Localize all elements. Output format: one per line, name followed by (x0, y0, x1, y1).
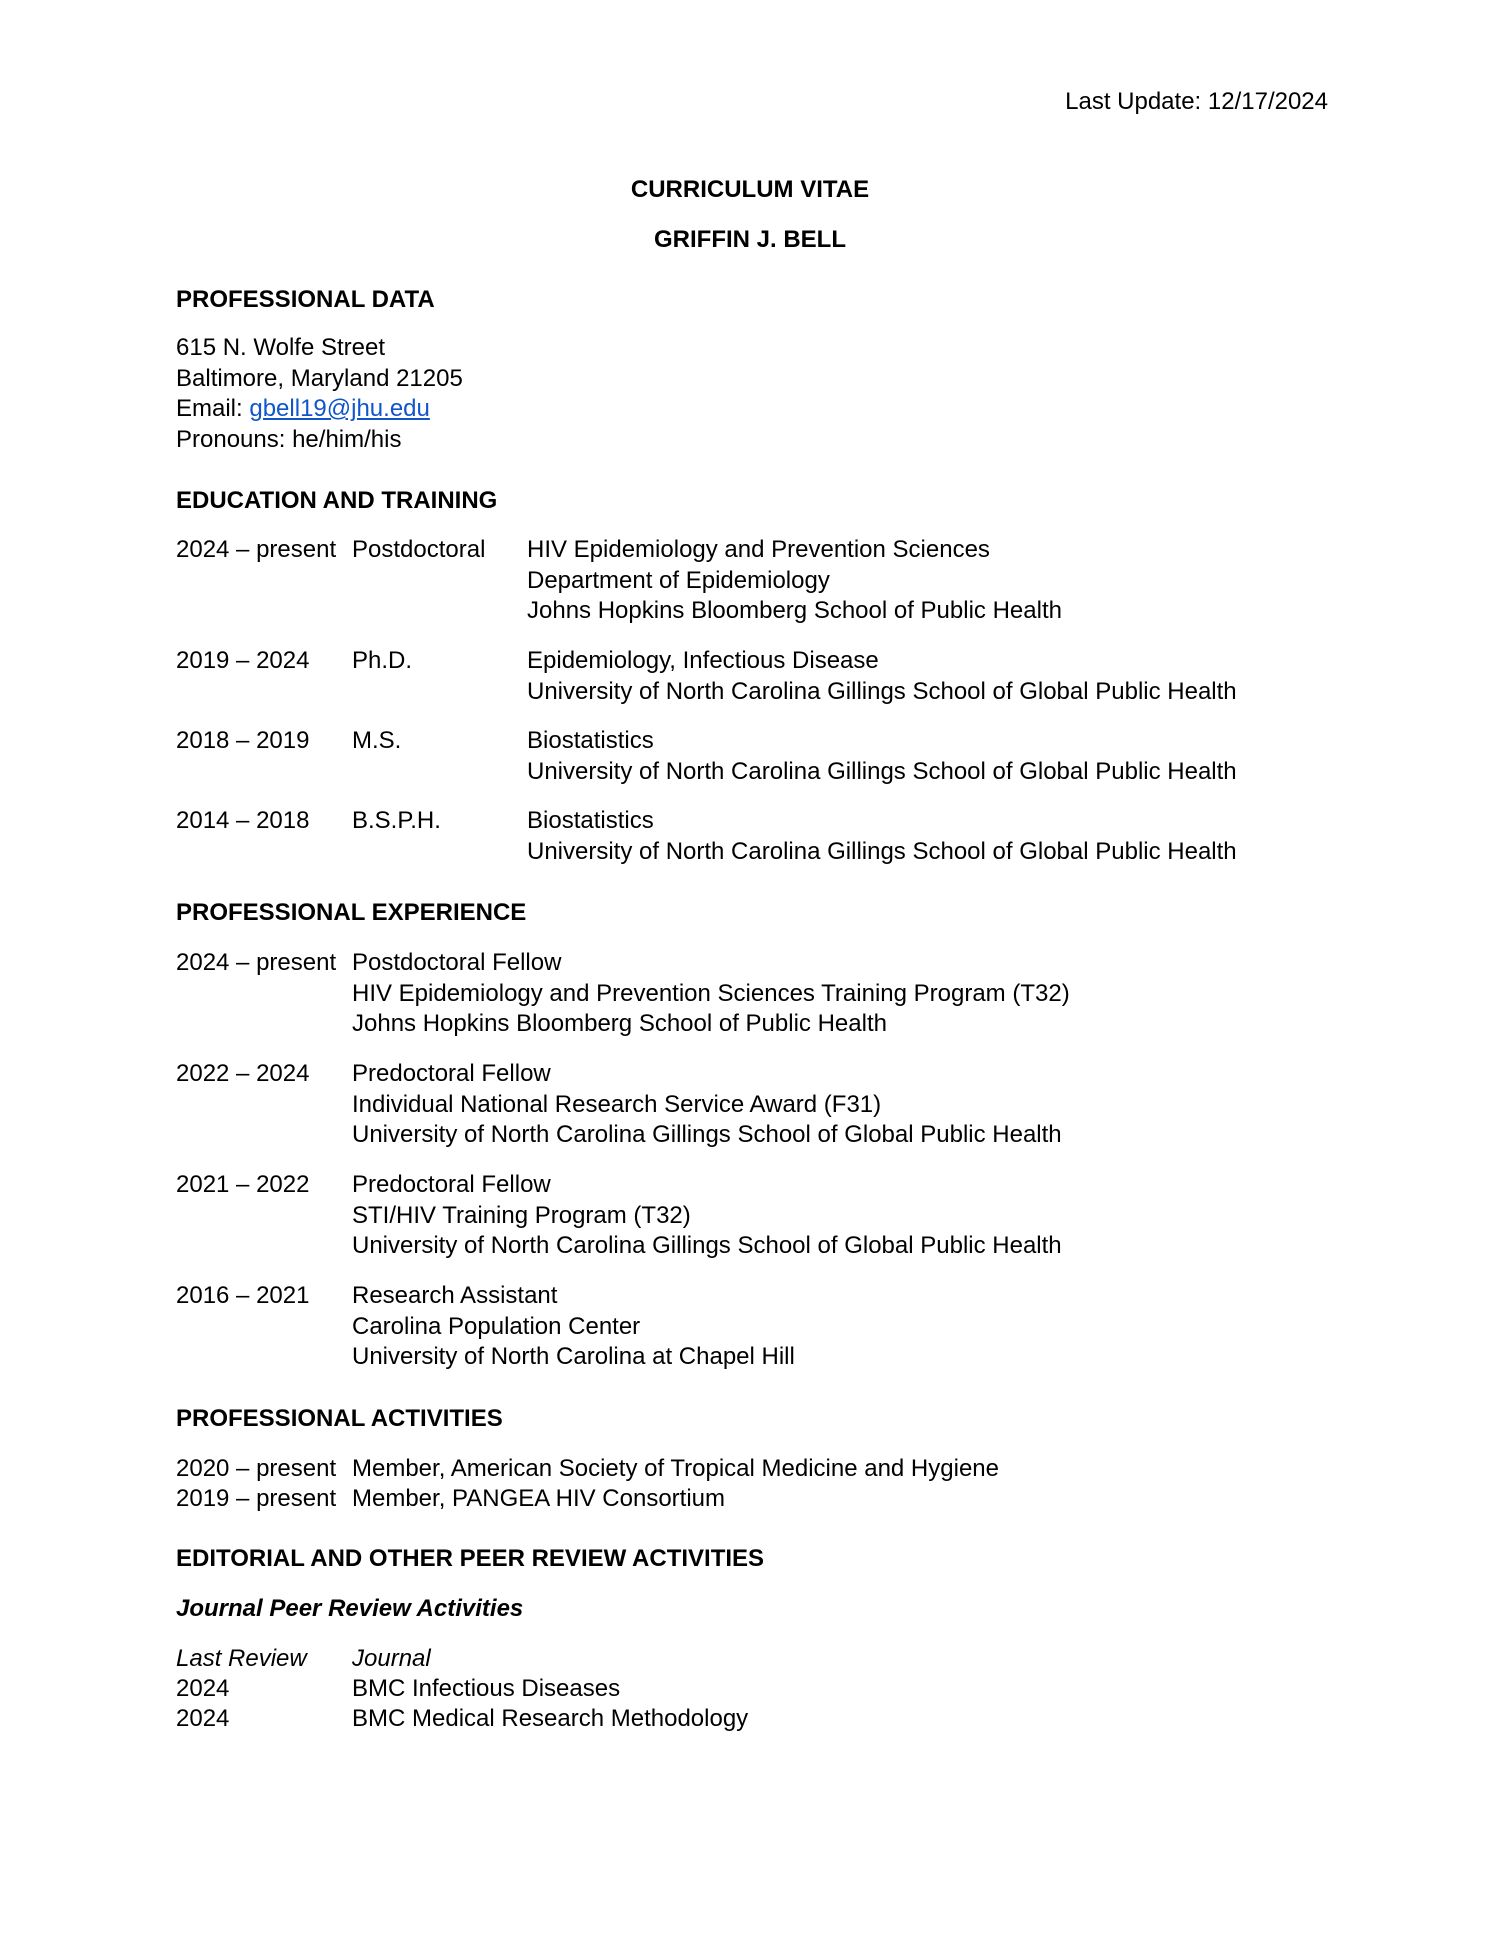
email-label: Email: (176, 395, 250, 422)
experience-heading: PROFESSIONAL EXPERIENCE (176, 899, 527, 926)
education-detail-line: Epidemiology, Infectious Disease (527, 647, 879, 674)
education-degree: Ph.D. (352, 647, 413, 674)
education-details (527, 646, 1237, 707)
education-detail-line: Biostatistics (527, 727, 654, 754)
experience-detail-line: Individual National Research Service Award (F31) (352, 1090, 882, 1118)
experience-detail-line: Predoctoral Fellow (352, 1060, 551, 1087)
last-update: Last Update: 12/17/2024 (1065, 88, 1328, 115)
experience-detail-line: University of North Carolina at Chapel Hill (352, 1343, 795, 1370)
email-line (176, 394, 1336, 425)
email-link[interactable]: gbell19@jhu.edu (249, 395, 430, 422)
activity-description: Member, American Society of Tropical Medicine and Hygiene (352, 1455, 999, 1482)
education-detail-line: Johns Hopkins Bloomberg School of Public Health (527, 597, 1062, 624)
education-detail-line: University of North Carolina Gillings School of Global Public Health (527, 837, 1237, 865)
experience-detail-line: University of North Carolina Gillings School of Global Public Health (352, 1232, 1062, 1259)
education-detail-line: Department of Epidemiology (527, 566, 830, 594)
experience-details (352, 948, 1070, 1040)
experience-details (352, 1170, 1062, 1262)
education-dates: 2014 – 2018 (176, 807, 310, 834)
pronouns-line: Pronouns: he/him/his (176, 425, 402, 453)
activity-description: Member, PANGEA HIV Consortium (352, 1485, 726, 1512)
journal-header-text: Journal (352, 1645, 431, 1672)
experience-detail-line: University of North Carolina Gillings School of Global Public Health (352, 1121, 1062, 1148)
review-journal (352, 1704, 748, 1735)
experience-dates: 2022 – 2024 (176, 1060, 310, 1087)
education-degree: B.S.P.H. (352, 807, 441, 834)
education-details (527, 806, 1237, 867)
experience-detail-line: Research Assistant (352, 1282, 558, 1309)
activity-dates: 2019 – present (176, 1485, 337, 1512)
review-year: 2024 (176, 1675, 230, 1702)
address-line-2: Baltimore, Maryland 21205 (176, 364, 463, 392)
professional-data-heading: PROFESSIONAL DATA (176, 286, 435, 313)
review-journal (352, 1674, 620, 1705)
activities-heading: PROFESSIONAL ACTIVITIES (176, 1405, 503, 1432)
journal-column-header (352, 1644, 431, 1675)
education-details (527, 535, 1062, 627)
education-detail-line: HIV Epidemiology and Prevention Sciences (527, 536, 990, 563)
experience-detail-line: STI/HIV Training Program (T32) (352, 1201, 691, 1229)
last-review-column-header: Last Review (176, 1645, 307, 1672)
education-dates: 2019 – 2024 (176, 647, 310, 674)
experience-detail-line: Johns Hopkins Bloomberg School of Public Health (352, 1010, 887, 1037)
contact-block (176, 333, 1336, 455)
experience-detail-line: HIV Epidemiology and Prevention Sciences Training Program (T32) (352, 979, 1070, 1007)
education-details (527, 726, 1237, 787)
experience-detail-line: Carolina Population Center (352, 1312, 641, 1340)
peer-review-subheading: Journal Peer Review Activities (176, 1595, 524, 1622)
journal-name: BMC Infectious Diseases (352, 1675, 621, 1702)
document-title: CURRICULUM VITAE (630, 176, 870, 203)
review-year: 2024 (176, 1705, 230, 1732)
experience-dates: 2021 – 2022 (176, 1171, 310, 1198)
address-line-1: 615 N. Wolfe Street (176, 334, 385, 361)
activity-dates: 2020 – present (176, 1455, 337, 1482)
experience-details (352, 1059, 1062, 1151)
activity-text (352, 1484, 725, 1515)
experience-detail-line: Predoctoral Fellow (352, 1171, 551, 1198)
education-detail-line: Biostatistics (527, 807, 654, 834)
journal-name: BMC Medical Research Methodology (352, 1705, 749, 1732)
experience-dates: 2016 – 2021 (176, 1282, 310, 1309)
activity-text (352, 1454, 999, 1485)
education-degree: M.S. (352, 727, 402, 754)
education-heading: EDUCATION AND TRAINING (176, 487, 498, 514)
experience-dates: 2024 – present (176, 949, 337, 976)
education-dates: 2024 – present (176, 536, 337, 563)
education-detail-line: University of North Carolina Gillings School of Global Public Health (527, 757, 1237, 785)
person-name: GRIFFIN J. BELL (654, 226, 846, 253)
peer-review-heading: EDITORIAL AND OTHER PEER REVIEW ACTIVITIES (176, 1545, 765, 1572)
education-dates: 2018 – 2019 (176, 727, 310, 754)
education-degree: Postdoctoral (352, 536, 486, 563)
experience-detail-line: Postdoctoral Fellow (352, 949, 562, 976)
education-detail-line: University of North Carolina Gillings School of Global Public Health (527, 677, 1237, 705)
experience-details (352, 1281, 795, 1373)
